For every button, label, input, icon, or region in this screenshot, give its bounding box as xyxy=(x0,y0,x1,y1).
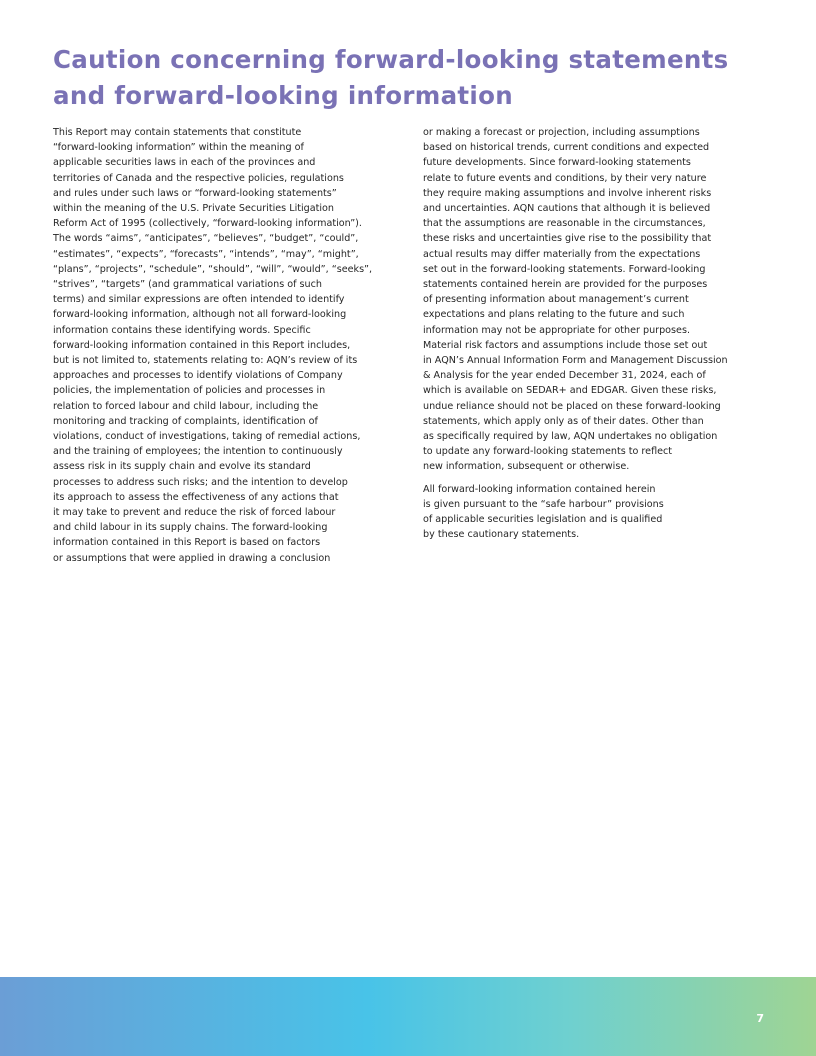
text-line: applicable securities laws in each of the provinces and xyxy=(53,157,316,169)
text-line: is given pursuant to the “safe harbour” provisions xyxy=(423,498,664,510)
text-line: new information, subsequent or otherwise. xyxy=(423,461,630,473)
text-line: and rules under such laws or “forward-looking statements” xyxy=(53,187,337,199)
text-line: and the training of employees; the intention to continuously xyxy=(53,446,343,458)
text-line: relation to forced labour and child labour, including the xyxy=(53,400,319,412)
text-line: that the assumptions are reasonable in the circumstances, xyxy=(423,218,706,230)
text-line: territories of Canada and the respective policies, regulations xyxy=(53,172,344,184)
text-line: and uncertainties. AQN cautions that although it is believed xyxy=(423,203,711,215)
paragraph xyxy=(423,125,763,475)
text-line: or assumptions that were applied in drawing a conclusion xyxy=(53,552,331,564)
text-line: expectations and plans relating to the future and such xyxy=(423,309,685,321)
text-line: which is available on SEDAR+ and EDGAR. Given these risks, xyxy=(423,385,717,397)
text-line: “estimates”, “expects”, “forecasts”, “intends”, “may”, “might”, xyxy=(53,248,359,260)
text-line: actual results may differ materially from the expectations xyxy=(423,248,701,260)
text-line: to update any forward-looking statements to reflect xyxy=(423,446,673,458)
text-line: The words “aims”, “anticipates”, “believes”, “budget”, “could”, xyxy=(53,233,359,245)
text-line: these risks and uncertainties give rise to the possibility that xyxy=(423,233,712,245)
footer-gradient-band xyxy=(0,977,816,1056)
text-line: but is not limited to, statements relating to: AQN’s review of its xyxy=(53,355,358,367)
text-line: approaches and processes to identify violations of Company xyxy=(53,370,343,382)
text-line: of presenting information about management’s current xyxy=(423,294,689,306)
text-line: it may take to prevent and reduce the risk of forced labour xyxy=(53,507,336,519)
text-line: future developments. Since forward-looking statements xyxy=(423,157,691,169)
text-line: information contained in this Report is based on factors xyxy=(53,537,321,549)
text-line: as specifically required by law, AQN undertakes no obligation xyxy=(423,431,718,443)
text-line: forward-looking information, although not all forward-looking xyxy=(53,309,347,321)
text-line: “forward-looking information” within the meaning of xyxy=(53,142,304,154)
text-line: Material risk factors and assumptions include those set out xyxy=(423,339,708,351)
text-line: within the meaning of the U.S. Private Securities Litigation xyxy=(53,203,335,215)
text-line: information may not be appropriate for other purposes. xyxy=(423,324,690,336)
right-column xyxy=(423,125,763,542)
title-line-1: Caution concerning forward-looking statements xyxy=(53,45,729,74)
text-line: information contains these identifying words. Specific xyxy=(53,324,311,336)
text-line: policies, the implementation of policies and processes in xyxy=(53,385,326,397)
text-line: in AQN’s Annual Information Form and Management Discussion xyxy=(423,355,728,367)
text-line: “strives”, “targets” (and grammatical variations of such xyxy=(53,279,322,291)
paragraph-spacer xyxy=(423,475,763,482)
text-line: This Report may contain statements that constitute xyxy=(53,127,302,138)
text-line: statements contained herein are provided for the purposes xyxy=(423,279,708,291)
paragraph xyxy=(423,482,763,543)
text-line: undue reliance should not be placed on these forward-looking xyxy=(423,400,721,412)
text-line: statements, which apply only as of their dates. Other than xyxy=(423,415,704,427)
text-line: its approach to assess the effectiveness of any actions that xyxy=(53,491,339,503)
text-line: All forward-looking information contained herein xyxy=(423,483,656,495)
left-column xyxy=(53,125,383,566)
text-line: relate to future events and conditions, by their very nature xyxy=(423,172,707,184)
page-title xyxy=(53,42,773,114)
text-line: terms) and similar expressions are often intended to identify xyxy=(53,294,345,306)
text-line: based on historical trends, current conditions and expected xyxy=(423,142,710,154)
text-line: by these cautionary statements. xyxy=(423,529,580,541)
text-line: Reform Act of 1995 (collectively, “forward-looking information”). xyxy=(53,218,362,230)
text-line: & Analysis for the year ended December 31, 2024, each of xyxy=(423,370,706,382)
text-line: of applicable securities legislation and is qualified xyxy=(423,514,663,526)
title-line-2: and forward-looking information xyxy=(53,81,513,110)
text-line: set out in the forward-looking statements. Forward-looking xyxy=(423,263,706,275)
page-number: 7 xyxy=(756,1012,764,1025)
text-line: processes to address such risks; and the intention to develop xyxy=(53,476,348,488)
text-line: “plans”, “projects”, “schedule”, “should”, “will”, “would”, “seeks”, xyxy=(53,263,373,275)
text-line: or making a forecast or projection, including assumptions xyxy=(423,127,700,138)
text-line: violations, conduct of investigations, taking of remedial actions, xyxy=(53,431,361,443)
text-line: forward-looking information contained in this Report includes, xyxy=(53,339,351,351)
text-line: and child labour in its supply chains. The forward-looking xyxy=(53,522,328,534)
text-line: assess risk in its supply chain and evolve its standard xyxy=(53,461,311,473)
text-line: they require making assumptions and involve inherent risks xyxy=(423,187,712,199)
text-line: monitoring and tracking of complaints, identification of xyxy=(53,415,318,427)
